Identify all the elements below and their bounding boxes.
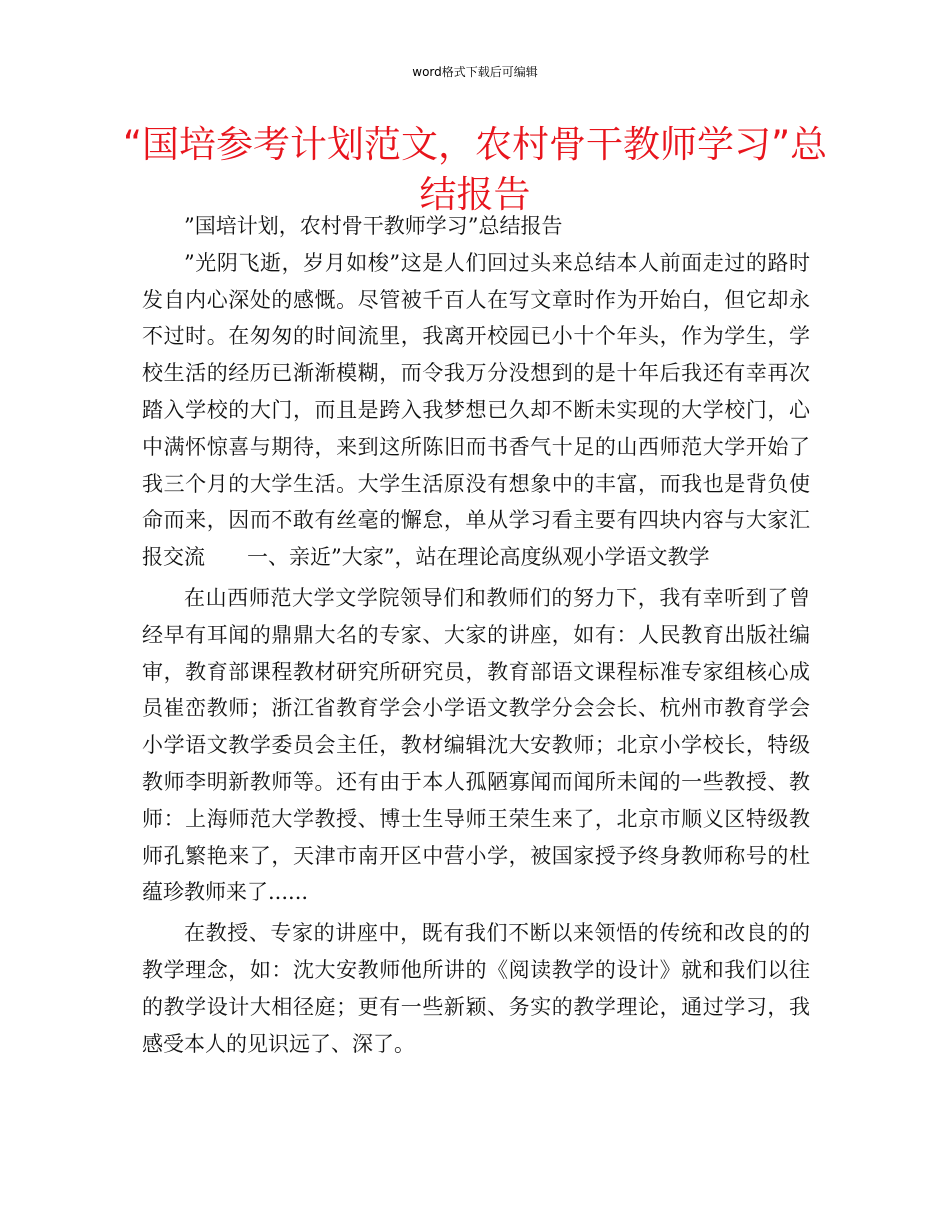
subtitle-paragraph: ”国培计划，农村骨干教师学习”总结报告 <box>184 214 563 238</box>
document-body <box>142 208 810 1062</box>
document-title: “国培参考计划范文，农村骨干教师学习”总结报告 <box>122 123 828 216</box>
paragraph-experts: 在山西师范大学文学院领导们和教师们的努力下，我有幸听到了曾经早有耳闻的鼎鼎大名的专家、大家的讲座，如有：人民教育出版社编审，教育部课程教材研究所研究员，教育部语文课程标准专家组核心成员崔峦教师；浙江省教育学会小学语文教学分会会长、杭州市教育学会小学语文教学委员会主任，教材编辑沈大安教师；北京小学校长，特级教师李明新教师等。还有由于本人孤陋寡闻而闻所未闻的一些教授、教师：上海师范大学教授、博士生导师王荣生来了，北京市顺义区特级教师孔繁艳来了，天津市南开区中营小学，被国家授予终身教师称号的杜蕴珍教师来了...... <box>142 585 810 905</box>
header-note: word格式下载后可编辑 <box>412 65 538 79</box>
paragraph-intro: ”光阴飞逝，岁月如梭”这是人们回过头来总结本人前面走过的路时发自内心深处的感慨。尽管被千百人在写文章时作为开始白，但它却永不过时。在匆匆的时间流里，我离开校园已小十个年头，作为学生，学校生活的经历已渐渐模糊，而令我万分没想到的是十年后我还有幸再次踏入学校的大门，而且是跨入我梦想已久却不断未实现的大学校门，心中满怀惊喜与期待，来到这所陈旧而书香气十足的山西师范大学开始了我三个月的大学生活。大学生活原没有想象中的丰富，而我也是背负使命而来，因而不敢有丝毫的懈怠，单从学习看主要有四块内容与大家汇报交流 一、亲近”大家”，站在理论高度纵观小学语文教学 <box>142 250 810 570</box>
paragraph-lectures: 在教授、专家的讲座中，既有我们不断以来领悟的传统和改良的的教学理念，如：沈大安教师他所讲的《阅读教学的设计》就和我们以往的教学设计大相径庭；更有一些新颖、务实的教学理论，通过学习，我感受本人的见识远了、深了。 <box>142 921 810 1056</box>
